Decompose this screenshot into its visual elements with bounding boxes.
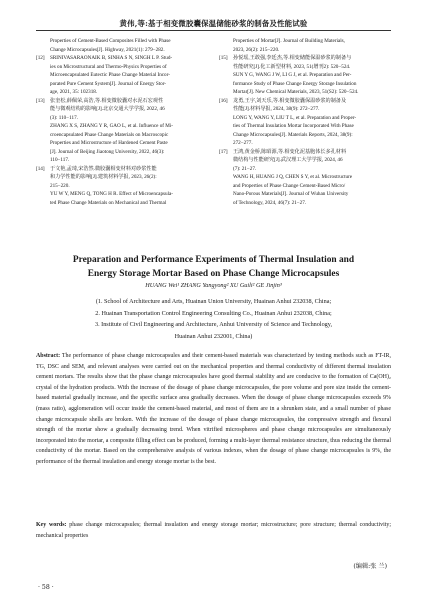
- english-title: [20, 253, 407, 281]
- reference-line: (3): 110−117.: [50, 114, 78, 121]
- reference-text: [50, 54, 208, 97]
- reference-line: ies on Microstructural and Thermo-Physics Properties of: [50, 63, 167, 70]
- editor-note: (编辑:张 兰): [353, 563, 387, 570]
- abstract-label: Abstract:: [36, 353, 61, 359]
- reference-line: WANG H, HUANG J Q, CHEN S Y, et al. Microstructure: [233, 174, 353, 180]
- reference-line: Change Microcapsules[J]. Materials Reports, 2024, 38(9):: [233, 131, 353, 138]
- reference-entry: [36, 165, 208, 208]
- page-number: · 58 ·: [38, 584, 54, 591]
- reference-line: (7): 21−27.: [233, 165, 257, 172]
- reference-entry: [36, 37, 208, 54]
- running-header: 黄伟,等:基于相变微胶囊保温储能砂浆的制备及性能试验: [119, 19, 308, 28]
- reference-line: 性能研究[J].化工新型材料, 2023, 51(增刊2): 520−524.: [233, 63, 351, 70]
- header-rule: [36, 30, 391, 31]
- references-left-column: [36, 37, 208, 207]
- references-right-column: [219, 37, 391, 207]
- reference-entry: [219, 97, 391, 148]
- reference-line: 王鸿,黄金桥,陈昭源,等.相变化泥基胞体长多孔材料: [233, 148, 347, 155]
- affiliation-line: Huainan Anhui 232001, China): [174, 332, 253, 340]
- reference-line: Properties and Microstructure of Hardened Cement Paste: [50, 140, 168, 146]
- reference-number: [14]: [36, 165, 45, 172]
- reference-line: Mortar[J]. New Chemical Materials, 2023, 51(S2): 520−524.: [233, 89, 359, 95]
- abstract: [36, 351, 391, 468]
- reference-entry: [36, 54, 208, 97]
- reference-line: 微结构与性能研究[J].武汉理工大学学报, 2024, 46: [233, 157, 343, 163]
- reference-line: Nano-Porous Materials[J]. Journal of Wuhan University: [233, 191, 349, 197]
- reference-line: 215−220.: [50, 182, 70, 189]
- reference-line: 2023, 26(2): 215−220.: [233, 46, 280, 53]
- reference-line: croencapsulated Phase Change Materials on Macroscopic: [50, 131, 169, 138]
- reference-text: [50, 97, 208, 165]
- reference-line: Microencapsulated Eutectic Phase Change Material Incor-: [50, 72, 170, 78]
- affiliations: [20, 296, 407, 342]
- reference-line: 110−117.: [50, 157, 70, 163]
- reference-text: [233, 148, 391, 208]
- abstract-text: The performance of phase change microcapsules and their cement-based materials was characterized by testing methods such as FT-IR, TG, DSC and SEM, and relevant analyses were carried out on the mechanical properties and thermal conductivity of different thermal insulation cement mortars. The results show that the phase change microcapsules have good thermal stability and are conducive to the formation of Ca(OH)₂ crystal of the hydration products. With the increase of the dosage of phase change microcapsules, the pore volume and pore size inside the cement-based material gradually increase, and the specific surface area gradually decreases. When the dosage of phase change microcapsules exceeds 9% (mass ratio), agglomeration will occur inside the cement-based material, and most of them are in a shrunken state, and a small number of phase change microcapsule shells are broken. With the increase of the dosage of phase change microcapsules, the compressive strength and flexural strength of the mortar show a gradually decreasing trend. When vitrified microspheres and phase change microcapsules are simultaneously incorporated into the mortar, a composite filling effect can be produced, forming a multi-layer thermal resistance structure, thus reducing the thermal conductivity of the mortar. Based on the comprehensive analysis of various indexes, when the dosage of phase change microcapsules is 9%, the performance of the thermal insulation and energy storage mortar is the best.: [36, 353, 391, 465]
- reference-line: ties of Thermal Insulation Mortar Incorporated With Phase: [233, 123, 354, 129]
- reference-line: 和力学性能的影响[J].建筑材料学报, 2023, 26(2):: [50, 174, 157, 180]
- reference-text: [50, 165, 208, 208]
- reference-text: [233, 54, 391, 97]
- title-line: Energy Storage Mortar Based on Phase Change Microcapsules: [87, 269, 340, 279]
- affiliation-line: 2. Huainan Transportation Control Engineering Consulting Co., Huainan Anhui 232038, China;: [95, 309, 332, 317]
- keywords-text: phase change microcapsules; thermal insulation and energy storage mortar; microstructure; pore structure; thermal conductivity; mechanical properties: [36, 522, 391, 539]
- reference-line: and Properties of Phase Change Cement-Based Micro/: [233, 182, 346, 189]
- reference-entry: [219, 148, 391, 208]
- reference-number: [219, 37, 233, 54]
- reference-line: 张奎松,薛佩荣,高浩,等.相变微胶囊对水泥石宏观性: [50, 97, 164, 104]
- reference-line: SUN Y G, WANG J W, LI G J, et al. Preparation and Per-: [233, 72, 352, 78]
- keywords-label: Key words:: [36, 522, 67, 528]
- reference-number: [17]: [219, 148, 228, 155]
- affiliation-line: 3. Institute of Civil Engineering and Architecture, Anhui University of Science and Technology,: [94, 321, 333, 329]
- reference-number: [36, 37, 50, 54]
- reference-line: YU W Y, MENG Q, TONG H R. Effect of Microencapsula-: [50, 191, 174, 197]
- reference-line: 龙勇,王宇,刘天乐,等.相变微胶囊保温砂浆的制备及: [233, 97, 347, 104]
- reference-line: of Technology, 2024, 46(7): 21−27.: [233, 199, 307, 206]
- reference-entry: [36, 97, 208, 165]
- reference-line: 孙悦瑶,王敢强,李廷杰,等.相变储能保温砂浆的制备与: [233, 55, 352, 61]
- reference-number: [15]: [219, 55, 228, 61]
- reference-number: [13]: [36, 97, 45, 104]
- reference-line: LONG Y, WANG Y, LIU T L, et al. Preparation and Proper-: [233, 114, 357, 121]
- reference-line: Properties of Cement-Based Composites Filled with Phase: [50, 38, 171, 44]
- reference-line: porated Pure Cement System[J]. Journal of Energy Stor-: [50, 80, 167, 87]
- title-line: Preparation and Performance Experiments of Thermal Insulation and: [72, 255, 355, 265]
- reference-text: [233, 97, 391, 148]
- reference-line: [J]. Journal of Beijing Jiaotong University, 2022, 46(3):: [50, 148, 165, 155]
- keywords: [36, 520, 391, 541]
- reference-line: age, 2021, 35: 102318.: [50, 89, 98, 95]
- reference-text: [233, 37, 391, 54]
- reference-text: [50, 37, 208, 54]
- reference-line: ted Phase Change Materials on Mechanical and Thermal: [50, 199, 167, 206]
- reference-number: [16]: [219, 97, 228, 104]
- reference-line: Change Microcapsules[J]. Highway, 2021(1): 279−282.: [50, 46, 165, 53]
- reference-number: [12]: [36, 55, 45, 61]
- reference-entry: [219, 54, 391, 97]
- reference-line: formance Study of Phase Change Energy Storage Insulation: [233, 80, 357, 87]
- reference-line: 能与微观结构的影响[J].北京交通大学学报, 2022, 46: [50, 106, 165, 112]
- reference-line: 272−277.: [233, 140, 253, 146]
- reference-line: Properties of Mortar[J]. Journal of Building Materials,: [233, 38, 345, 44]
- reference-line: 性能[J].材料导报, 2024, 38(9): 272−277.: [233, 106, 320, 112]
- affiliation-line: (1. School of Architecture and Arts, Huainan Union University, Huainan Anhui 232038, China;: [95, 298, 332, 305]
- reference-line: ZHANG X S, ZHANG Y R, GAO L, et al. Influence of Mi-: [50, 123, 173, 129]
- reference-entry: [219, 37, 391, 54]
- references-section: [36, 37, 391, 207]
- author-list: HUANG Wei¹ ZHANG Yangyong² XU Guili² GE Jinjin³: [145, 282, 282, 289]
- reference-line: SRINIVASARAONAIK B, SINHA S N, SINGH L P. Stud-: [50, 55, 173, 61]
- reference-line: 于文艳,孟琦,宋浩然.微胶囊相变材料对砂浆性能: [50, 165, 157, 172]
